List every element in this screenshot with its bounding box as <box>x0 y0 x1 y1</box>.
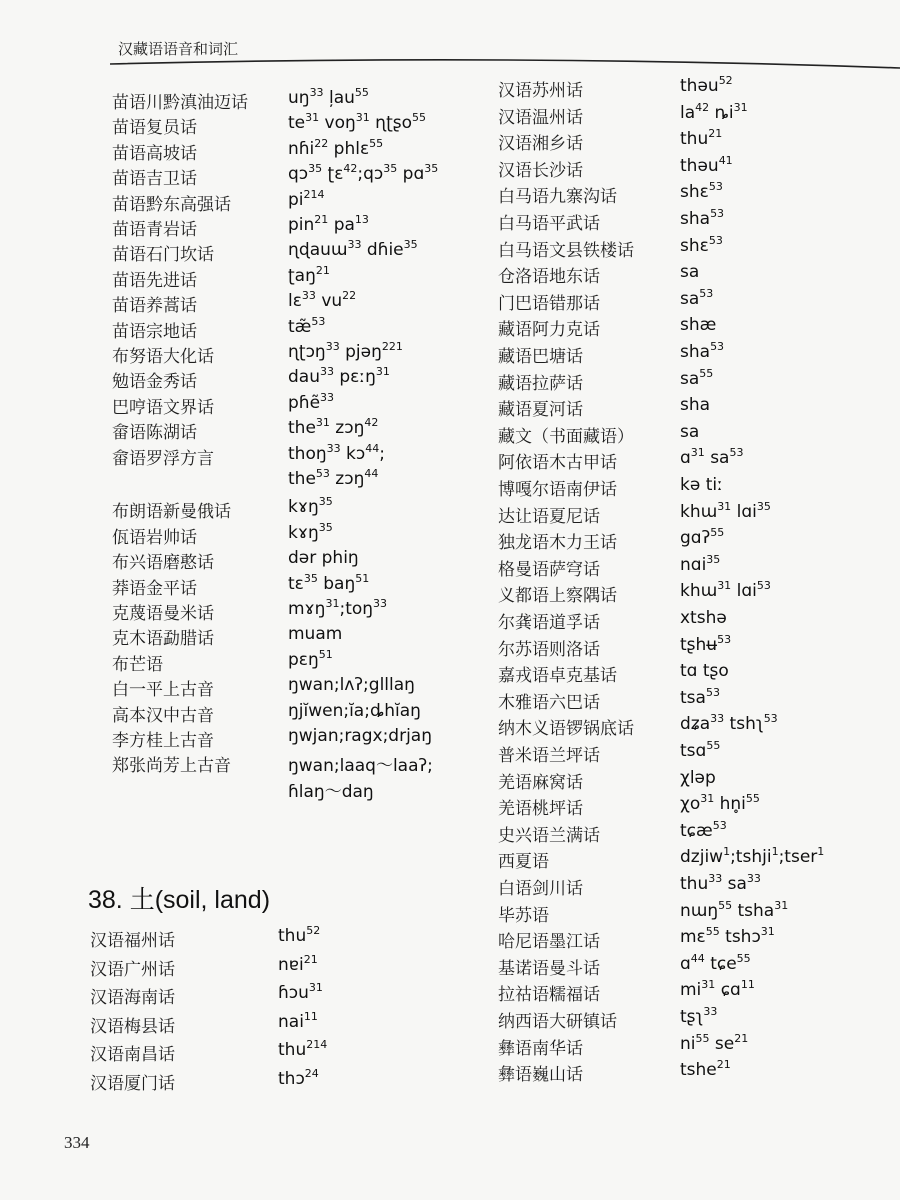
language-name: 汉语南昌话 <box>90 1045 175 1066</box>
language-name: 郑张尚芳上古音 <box>112 756 231 777</box>
phonetic-form: ɳɖauɯ$^{33}$ dɦie$^{35}$ <box>288 238 418 261</box>
phonetic-form: $la^{42}$ $ȵi^{31}$ <box>680 100 748 123</box>
phonetic-form: tshe$^{21}$ <box>680 1058 731 1081</box>
phonetic-form: ɑ$^{44}$ tɕe$^{55}$ <box>680 951 751 974</box>
language-name: 拉祜语糯福话 <box>498 985 600 1006</box>
phonetic-form: shɛ$^{53}$ <box>680 180 723 203</box>
phonetic-form: tʂʅ$^{33}$ <box>680 1005 718 1027</box>
language-name: 苗语高坡话 <box>112 143 197 164</box>
language-name: 巴哼语文界话 <box>112 397 214 418</box>
phonetic-form: $ni^{55}$ $se^{21}$ <box>680 1031 749 1054</box>
language-name: 布兴语磨憨话 <box>112 553 214 574</box>
language-name: 布芒语 <box>112 654 163 675</box>
language-name: 尔苏语则洛话 <box>498 639 600 660</box>
language-name: 藏文（书面藏语） <box>498 426 634 447</box>
language-name: 普米语兰坪话 <box>498 746 600 766</box>
language-name: 汉语梅县话 <box>90 1016 175 1037</box>
phonetic-form: thəu$^{41}$ <box>680 153 733 176</box>
phonetic-form: nai$^{11}$ <box>278 1009 318 1032</box>
phonetic-form: tɛ$^{35}$ baŋ$^{51}$ <box>288 571 370 594</box>
phonetic-form: sha$^{53}$ <box>680 207 725 229</box>
phonetic-form: tsɑ$^{55}$ <box>680 739 721 761</box>
language-name: 李方桂上古音 <box>112 731 214 751</box>
language-name: 阿依语木古甲话 <box>498 453 617 474</box>
phonetic-form: thəu$^{52}$ <box>680 74 733 96</box>
phonetic-form: ɳʈɔŋ$^{33}$ pjəŋ$^{221}$ <box>288 340 403 362</box>
language-name: 毕苏语 <box>498 905 549 926</box>
phonetic-form: tɕæ$^{53}$ <box>680 818 727 841</box>
language-name: 西夏语 <box>498 852 549 873</box>
language-name: 义都语上察隅话 <box>498 586 617 607</box>
language-name: 白一平上古音 <box>112 680 214 701</box>
language-name: 苗语石门坎话 <box>112 245 214 266</box>
language-name: 彝语南华话 <box>498 1038 583 1059</box>
language-name: 苗语川黔滇油迈话 <box>112 93 248 113</box>
language-name: 佤语岩帅话 <box>112 527 197 548</box>
phonetic-form: tɑ tʂo <box>680 661 729 682</box>
language-name: 格曼语萨穹话 <box>498 559 600 580</box>
language-name: 苗语复员话 <box>112 118 197 139</box>
language-name: 纳西语大研镇话 <box>498 1012 617 1032</box>
phonetic-form: khɯ$^{31}$ lɑi$^{35}$ <box>680 499 771 522</box>
phonetic-form: ʈaŋ$^{21}$ <box>288 263 330 286</box>
phonetic-form: $te^{31}$ voŋ$^{31}$ ɳʈʂo$^{55}$ <box>288 111 427 134</box>
header-rule <box>110 46 900 72</box>
phonetic-form: ɑ$^{31}$ $sa^{53}$ <box>680 446 744 469</box>
language-name: 白语剑川话 <box>498 879 583 899</box>
phonetic-form: ɦlaŋ～daŋ <box>288 781 374 802</box>
phonetic-form: pɛŋ$^{51}$ <box>288 647 333 670</box>
phonetic-form: nɦi$^{22}$ phlɛ$^{55}$ <box>288 136 384 159</box>
language-name: 苗语宗地话 <box>112 321 197 342</box>
phonetic-form: nɐi$^{21}$ <box>278 952 318 975</box>
phonetic-form: qɔ$^{35}$ ʈɛ$^{42}$;qɔ$^{35}$ pɑ$^{35}$ <box>288 162 439 185</box>
language-name: 独龙语木力王话 <box>498 533 617 554</box>
language-name: 克木语勐腊话 <box>112 629 214 650</box>
language-name: 克蔑语曼米话 <box>112 604 214 624</box>
language-name: 勉语金秀话 <box>112 372 197 393</box>
phonetic-form: pin$^{21}$ $pa^{13}$ <box>288 213 369 235</box>
phonetic-form: $uŋ^{33}$ ļau$^{55}$ <box>288 86 369 108</box>
language-name: 苗语青岩话 <box>112 220 197 240</box>
language-name: 嘉戎语卓克基话 <box>498 666 617 687</box>
phonetic-form: dʑa$^{33}$ tshʅ$^{53}$ <box>680 712 778 735</box>
language-name: 苗语黔东高强话 <box>112 194 231 215</box>
phonetic-form: ŋjĭwen;ĭa;ȡhĭaŋ <box>288 700 421 721</box>
language-name: 莽语金平话 <box>112 578 197 599</box>
phonetic-form: ŋwjan;ragx;drjaŋ <box>288 726 433 746</box>
language-name: 藏语夏河话 <box>498 400 583 421</box>
phonetic-form: kə tiː <box>680 475 723 495</box>
phonetic-form: $sa^{53}$ <box>680 286 714 309</box>
phonetic-form: the$^{31}$ zɔŋ$^{42}$ <box>288 416 379 439</box>
language-name: 畲语罗浮方言 <box>112 448 214 469</box>
phonetic-form: $sa^{55}$ <box>680 366 714 389</box>
language-name: 藏语巴塘话 <box>498 347 583 367</box>
phonetic-form: dər phiŋ <box>288 548 359 569</box>
language-name: 汉语福州话 <box>90 931 175 951</box>
phonetic-form: mɛ$^{55}$ tshɔ$^{31}$ <box>680 925 775 948</box>
phonetic-form: kɤŋ$^{35}$ <box>288 495 333 518</box>
language-name: 木雅语六巴话 <box>498 692 600 713</box>
phonetic-form: sa <box>680 262 700 283</box>
phonetic-form: thoŋ$^{33}$ kɔ$^{44}$; <box>288 441 385 464</box>
phonetic-form: ɦɔu$^{31}$ <box>278 981 323 1004</box>
phonetic-form: shæ <box>680 315 717 336</box>
language-name: 布努语大化话 <box>112 347 214 367</box>
phonetic-form: ŋwan;lʌʔ;glllaŋ <box>288 675 415 696</box>
phonetic-form: pɦẽ$^{33}$ <box>288 390 335 413</box>
language-name: 尔龚语道孚话 <box>498 613 600 633</box>
language-name: 布朗语新曼俄话 <box>112 502 231 523</box>
page-number: 334 <box>64 1133 90 1152</box>
phonetic-form: thu$^{33}$ $sa^{33}$ <box>680 872 761 894</box>
language-name: 苗语吉卫话 <box>112 169 197 190</box>
phonetic-form: thu$^{214}$ <box>278 1038 328 1061</box>
phonetic-form: xtshə <box>680 608 727 628</box>
phonetic-form: χləp <box>680 767 716 788</box>
language-name: 汉语海南话 <box>90 988 175 1009</box>
phonetic-form: kɤŋ$^{35}$ <box>288 520 333 543</box>
language-name: 羌语麻窝话 <box>498 772 583 793</box>
language-name: 藏语阿力克话 <box>498 320 600 341</box>
language-name: 达让语夏尼话 <box>498 506 600 527</box>
language-name: 汉语湘乡话 <box>498 134 583 155</box>
phonetic-form: tæ̃$^{53}$ <box>288 314 326 337</box>
phonetic-form: thu$^{21}$ <box>680 127 723 150</box>
language-name: 白马语九寨沟话 <box>498 187 617 208</box>
phonetic-form: lɛ$^{33}$ $vu^{22}$ <box>288 289 357 312</box>
language-name: 纳木义语锣锅底话 <box>498 719 634 740</box>
language-name: 高本汉中古音 <box>112 705 214 726</box>
language-name: 基诺语曼斗话 <box>498 958 600 979</box>
phonetic-form: dau$^{33}$ pɛːŋ$^{31}$ <box>288 365 390 388</box>
language-name: 门巴语错那话 <box>498 293 600 314</box>
language-name: 汉语苏州话 <box>498 81 583 101</box>
phonetic-form: $\chi o^{31}$ $hn̥i^{55}$ <box>680 792 760 815</box>
language-name: 史兴语兰满话 <box>498 825 600 846</box>
language-name: 仓洛语地东话 <box>498 267 600 288</box>
phonetic-form: sha <box>680 395 711 416</box>
phonetic-form: tʂhʉ$^{53}$ <box>680 632 732 655</box>
language-name: 博嘎尔语南伊话 <box>498 480 617 500</box>
phonetic-form: ŋwan;laaq～laaʔ; <box>288 756 433 777</box>
phonetic-form: nɯŋ$^{55}$ tsha$^{31}$ <box>680 898 789 921</box>
language-name: 苗语养蒿话 <box>112 296 197 317</box>
phonetic-form: the$^{53}$ zɔŋ$^{44}$ <box>288 467 379 489</box>
language-name: 彝语巍山话 <box>498 1065 583 1086</box>
language-name: 汉语长沙话 <box>498 160 583 181</box>
language-name: 白马语文县铁楼话 <box>498 240 634 261</box>
phonetic-form: shɛ$^{53}$ <box>680 233 723 256</box>
phonetic-form: khɯ$^{31}$ lɑi$^{53}$ <box>680 579 771 602</box>
language-name: 藏语拉萨话 <box>498 373 583 394</box>
phonetic-form: thu$^{52}$ <box>278 924 321 946</box>
language-name: 畲语陈湖话 <box>112 423 197 444</box>
language-name: 哈尼语墨江话 <box>498 932 600 953</box>
running-header-title: 汉藏语语音和词汇 <box>118 40 239 58</box>
language-name: 汉语广州话 <box>90 959 175 980</box>
language-name: 羌语桃坪话 <box>498 799 583 820</box>
phonetic-form: nɑi$^{35}$ <box>680 552 721 575</box>
phonetic-form: sha$^{53}$ <box>680 340 725 362</box>
phonetic-form: thɔ$^{24}$ <box>278 1067 319 1089</box>
phonetic-form: gɑʔ$^{55}$ <box>680 526 725 549</box>
phonetic-form: sa <box>680 421 700 442</box>
language-name: 汉语温州话 <box>498 107 583 128</box>
phonetic-form: $pi^{214}$ <box>288 187 325 210</box>
section-heading: 38. 土(soil, land) <box>88 886 271 914</box>
phonetic-form: dzjiw$^1$;tshji$^1$;tser$^1$ <box>680 845 825 868</box>
phonetic-form: muam <box>288 624 343 645</box>
phonetic-form: mɤŋ$^{31}$;toŋ$^{33}$ <box>288 597 388 619</box>
language-name: 汉语厦门话 <box>90 1074 175 1094</box>
phonetic-form: $mi^{31}$ ɕɑ$^{11}$ <box>680 978 755 1001</box>
phonetic-form: tsa$^{53}$ <box>680 685 720 708</box>
language-name: 白马语平武话 <box>498 214 600 234</box>
language-name: 苗语先进话 <box>112 270 197 291</box>
